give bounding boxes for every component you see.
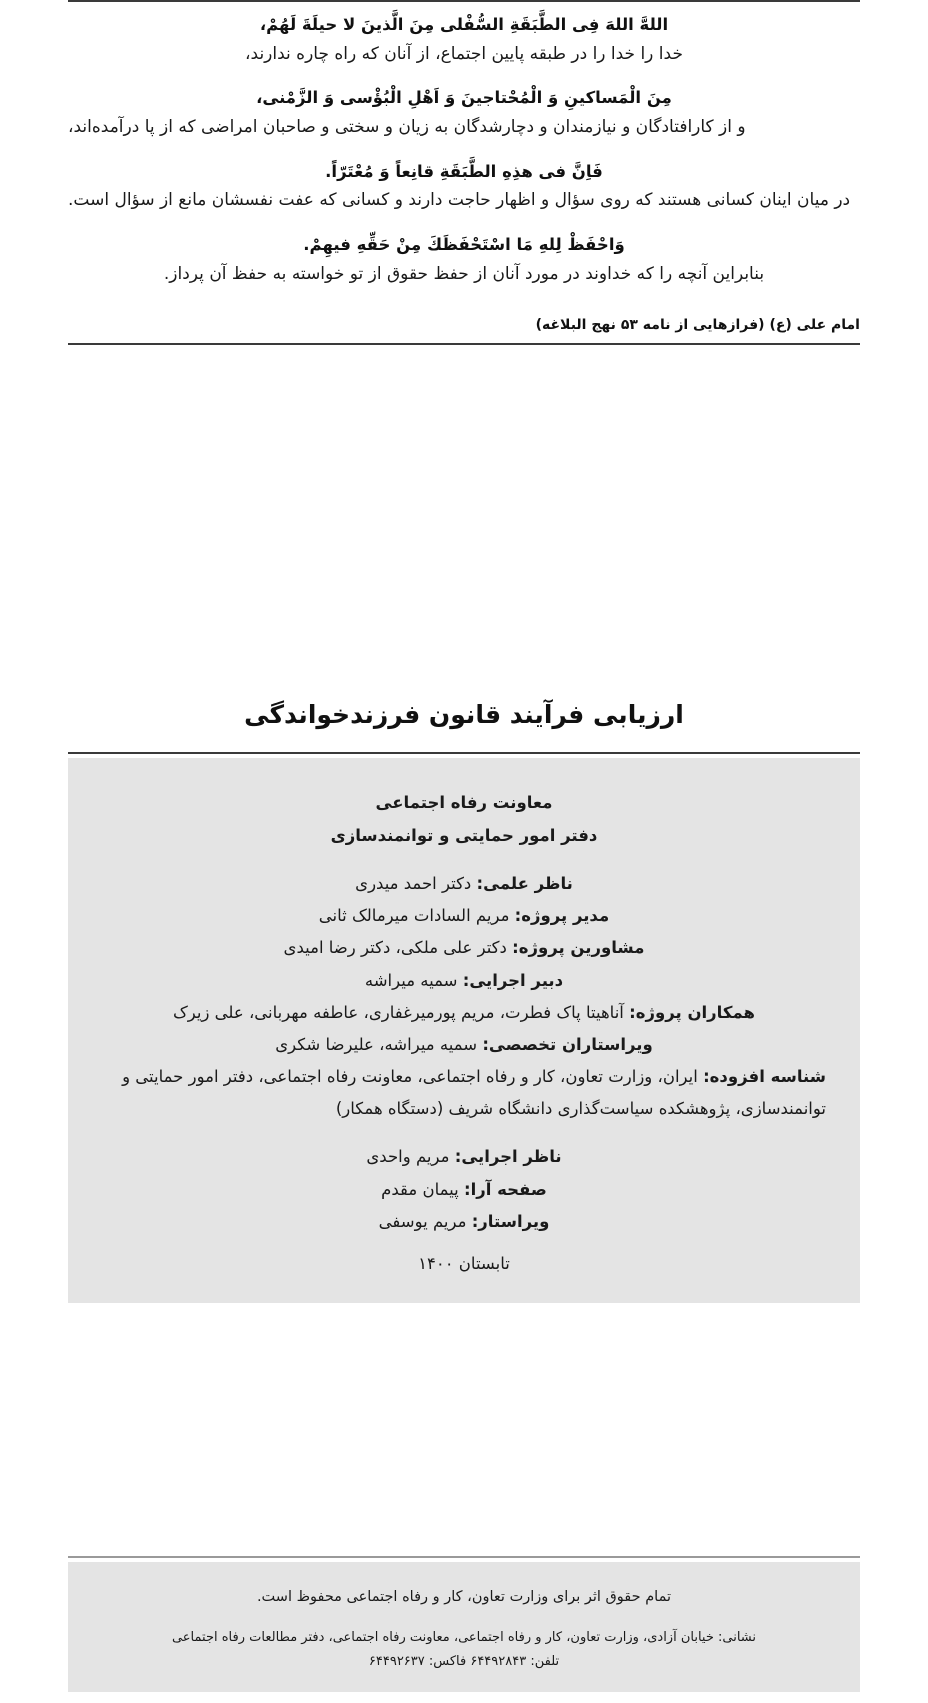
credit-value-editor: مریم یوسفی	[378, 1211, 472, 1231]
hadith-quote-block	[68, 0, 860, 345]
credit-value-project-manager: مریم السادات میرمالک ثانی	[318, 906, 515, 926]
credit-value-scientific-supervisor: دکتر احمد میدری	[355, 874, 477, 893]
credit-value-executive-supervisor: مریم واحدی	[366, 1147, 455, 1167]
credit-label-project-advisors: مشاورین پروژه:	[512, 938, 645, 958]
credit-value-added-identifier: ایران، وزارت تعاون، کار و رفاه اجتماعی، معاونت رفاه اجتماعی، دفتر امور حمایتی و توانمندسازی، پژوهشکده سیاست‌گذاری دانشگاه شریف (دستگاه همکار)	[122, 1067, 826, 1119]
contact-address: نشانی: خیابان آزادی، وزارت تعاون، کار و رفاه اجتماعی، معاونت رفاه اجتماعی، دفتر مطالعات رفاه اجتماعی	[171, 1630, 757, 1646]
quote-attribution: امام علی (ع) (فرازهایی از نامه ۵۳ نهج البلاغه)	[535, 317, 860, 334]
report-title: ارزیابی فرآیند قانون فرزندخواندگی	[244, 700, 684, 729]
arabic-line-4: وَاحْفَظْ لِلهِ مَا اسْتَحْفَظَكَ مِنْ حَقِّهِ فيهِمْ.	[303, 234, 625, 254]
quote-pair-3	[68, 149, 860, 222]
persian-translation-3: در میان اینان کسانی هستند که روی سؤال و اظهار حاجت دارند و کسانی که عفت نفسشان مانع از سؤال است.	[68, 190, 851, 211]
credits-top-divider	[68, 752, 860, 754]
credit-row-executive-secretary	[102, 965, 826, 997]
organization-line-1: معاونت رفاه اجتماعی	[375, 793, 553, 812]
credit-label-executive-supervisor: ناظر اجرایی:	[454, 1147, 562, 1167]
credits-spacer-2	[102, 1125, 826, 1141]
credit-row-layout-designer	[102, 1174, 826, 1206]
credit-row-scientific-supervisor	[102, 868, 826, 900]
credits-spacer-3	[102, 1238, 826, 1254]
credit-row-executive-supervisor	[102, 1141, 826, 1173]
credit-label-layout-designer: صفحه آرا:	[463, 1179, 547, 1199]
credit-row-editor	[102, 1206, 826, 1238]
credit-row-added-identifier	[102, 1061, 826, 1125]
organization-line-2: دفتر امور حمایتی و توانمندسازی	[330, 826, 598, 845]
credit-label-project-collaborators: همکاران پروژه:	[629, 1002, 755, 1022]
credit-value-project-collaborators: آناهیتا پاک فطرت، مریم پورمیرغفاری، عاطفه مهربانی، علی زیرک	[173, 1002, 630, 1022]
persian-translation-1: خدا را خدا را در طبقه پایین اجتماع، از آنان که راه چاره ندارند،	[245, 43, 683, 64]
contact-phone-fax: تلفن: ۶۴۴۹۲۸۴۳ فاکس: ۶۴۴۹۲۶۳۷	[368, 1654, 560, 1670]
arabic-line-1: اللهَّ اللهَ فِى الطَّبَقَةِ السُّفْلى مِنَ الَّذينَ لا حيلَةَ لَهُمْ،	[259, 15, 669, 34]
credit-row-project-manager	[102, 900, 826, 932]
arabic-line-3: فَاِنَّ فى هذِهِ الطَّبَقَةِ قانِعاً وَ مُعْتَرّاً.	[325, 161, 603, 181]
credit-label-specialist-editors: ویراستاران تخصصی:	[482, 1034, 653, 1054]
quote-pair-4	[68, 222, 860, 295]
credit-value-executive-secretary: سمیه میراشه	[364, 970, 463, 990]
credit-value-project-advisors: دکتر علی ملکی، دکتر رضا امیدی	[283, 938, 513, 958]
arabic-line-2: مِنَ الْمَساكينِ وَ الْمُحْتاجينَ وَ اَهْلِ الْبُؤْسى وَ الزَّمْنى،	[256, 88, 672, 108]
credit-row-project-advisors	[102, 932, 826, 964]
footer-panel	[68, 1562, 860, 1692]
credit-row-specialist-editors	[102, 1029, 826, 1061]
credit-value-specialist-editors: سمیه میراشه، علیرضا شکری	[275, 1034, 483, 1054]
credit-label-executive-secretary: دبیر اجرایی:	[462, 970, 564, 990]
credits-panel	[68, 758, 860, 1303]
credit-label-editor: ویراستار:	[471, 1211, 550, 1231]
footer-top-divider	[68, 1556, 860, 1558]
credit-value-layout-designer: پیمان مقدم	[381, 1179, 464, 1199]
credit-label-scientific-supervisor: ناظر علمی:	[476, 874, 573, 893]
quote-bottom-divider	[68, 343, 860, 345]
copyright-notice: تمام حقوق اثر برای وزارت تعاون، کار و رفاه اجتماعی محفوظ است.	[256, 1589, 672, 1605]
credit-row-project-collaborators	[102, 997, 826, 1029]
publication-season: تابستان ۱۴۰۰	[418, 1253, 510, 1273]
credit-label-added-identifier: شناسه افزوده:	[703, 1067, 826, 1087]
quote-pair-2	[68, 75, 860, 148]
credits-spacer-1	[102, 852, 826, 868]
persian-translation-2: و از کارافتادگان و نیازمندان و دچارشدگان به زیان و سختی و صاحبان امراضی که از پا درآمده‌اند،	[68, 116, 746, 137]
credit-label-project-manager: مدیر پروژه:	[514, 906, 610, 926]
quote-pair-1	[68, 2, 860, 75]
persian-translation-4: بنابراین آنچه را که خداوند در مورد آنان از حفظ حقوق از تو خواسته به حفظ آن پرداز.	[163, 263, 765, 284]
